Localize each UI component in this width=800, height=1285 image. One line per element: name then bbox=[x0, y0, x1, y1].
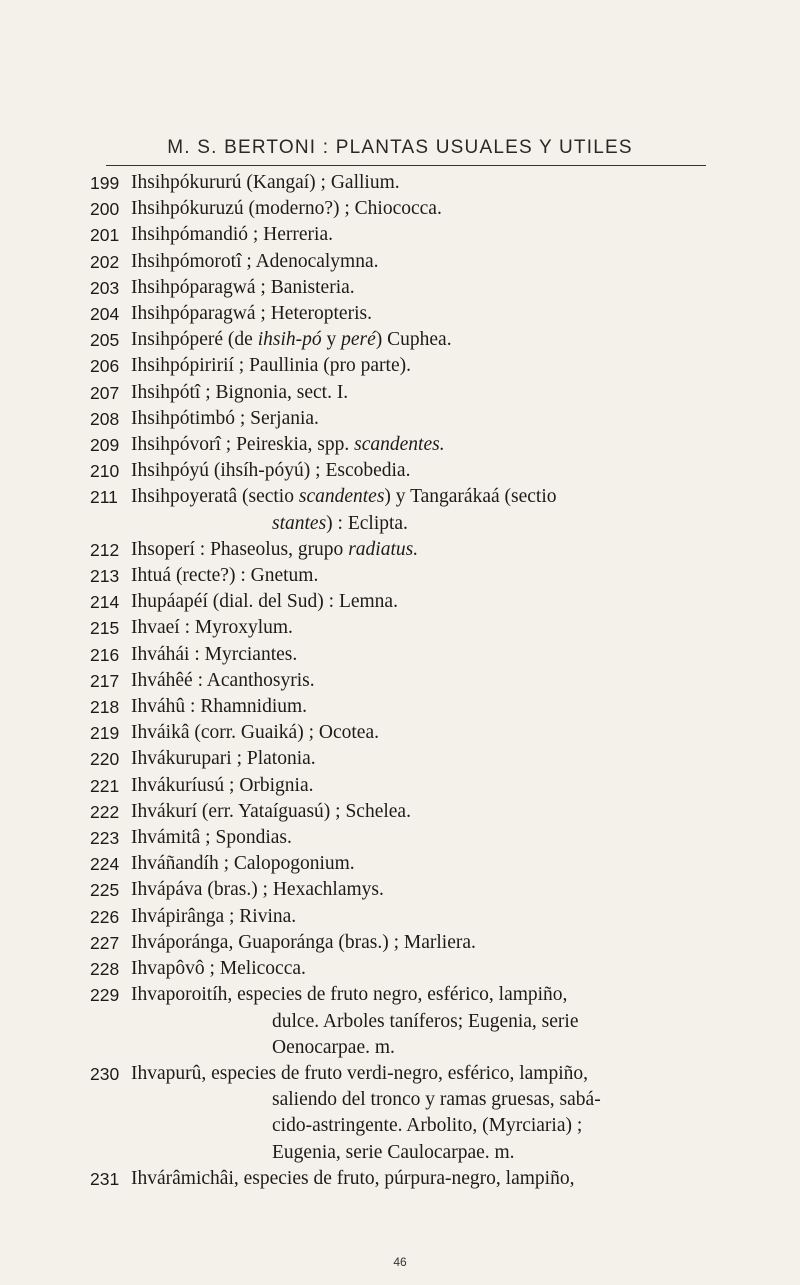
entry-text bbox=[131, 1061, 730, 1166]
entry-first-line bbox=[131, 196, 730, 222]
entry-207 bbox=[90, 380, 730, 406]
entry-text bbox=[131, 275, 730, 301]
entry-first-line bbox=[131, 275, 730, 301]
entry-list bbox=[90, 170, 730, 1192]
entry-first-line bbox=[131, 1166, 730, 1192]
entry-230 bbox=[90, 1061, 730, 1166]
entry-number: 215 bbox=[90, 618, 120, 639]
entry-number: 220 bbox=[90, 749, 120, 770]
entry-214 bbox=[90, 589, 730, 615]
entry-number: 221 bbox=[90, 775, 120, 796]
entry-204 bbox=[90, 301, 730, 327]
entry-first-line bbox=[131, 746, 730, 772]
entry-first-line bbox=[131, 851, 730, 877]
entry-text bbox=[131, 458, 730, 484]
entry-first-line bbox=[131, 170, 730, 196]
entry-number: 214 bbox=[90, 592, 120, 613]
entry-text bbox=[131, 589, 730, 615]
entry-continuation-line bbox=[131, 1035, 730, 1061]
entry-first-line bbox=[131, 563, 730, 589]
entry-continuation-line bbox=[131, 1009, 730, 1035]
entry-222 bbox=[90, 799, 730, 825]
entry-number: 228 bbox=[90, 959, 120, 980]
entry-231 bbox=[90, 1166, 730, 1192]
entry-first-line bbox=[131, 537, 730, 563]
entry-number: 213 bbox=[90, 566, 120, 587]
entry-228 bbox=[90, 956, 730, 982]
entry-220 bbox=[90, 746, 730, 772]
text-run: Ihváhái : Myrciantes. bbox=[131, 643, 298, 665]
entry-text bbox=[131, 196, 730, 222]
entry-first-line bbox=[131, 904, 730, 930]
entry-number: 212 bbox=[90, 539, 120, 560]
entry-first-line bbox=[131, 982, 730, 1008]
text-run: Oenocarpae. m. bbox=[272, 1036, 395, 1058]
text-run: Ihsoperí : Phaseolus, grupo bbox=[131, 538, 349, 560]
entry-number: 210 bbox=[90, 461, 120, 482]
entry-first-line bbox=[131, 589, 730, 615]
italic-term: scandentes. bbox=[354, 434, 445, 456]
text-run: Ihváhû : Rhamnidium. bbox=[131, 696, 308, 718]
entry-first-line bbox=[131, 484, 730, 510]
entry-first-line bbox=[131, 720, 730, 746]
text-run: Ihsihpókururú (Kangaí) ; Gallium. bbox=[131, 172, 400, 193]
entry-215 bbox=[90, 615, 730, 641]
entry-number: 229 bbox=[90, 985, 120, 1006]
text-run: Ihsihpoyeratâ (sectio bbox=[131, 486, 299, 508]
entry-first-line bbox=[131, 773, 730, 799]
text-run: Ihvaporoitíh, especies de fruto negro, esférico, lampiño, bbox=[131, 984, 568, 1006]
entry-text bbox=[131, 694, 730, 720]
entry-number: 202 bbox=[90, 251, 120, 272]
text-run: Ihsihpópiririí ; Paullinia (pro parte). bbox=[131, 355, 411, 377]
entry-221 bbox=[90, 773, 730, 799]
text-run: Ihsihpótî ; Bignonia, sect. I. bbox=[131, 381, 349, 403]
entry-205 bbox=[90, 327, 730, 353]
text-run: Ihváikâ (corr. Guaiká) ; Ocotea. bbox=[131, 722, 379, 744]
entry-text bbox=[131, 1166, 730, 1192]
entry-number: 230 bbox=[90, 1063, 120, 1084]
entry-first-line bbox=[131, 799, 730, 825]
text-run: Ihváñandíh ; Calopogonium. bbox=[131, 853, 355, 875]
entry-225 bbox=[90, 877, 730, 903]
text-run: Ihvámitâ ; Spondias. bbox=[131, 827, 292, 849]
text-run: cido-astringente. Arbolito, (Myrciaria) ; bbox=[272, 1115, 583, 1137]
entry-text bbox=[131, 327, 730, 353]
text-run: Ihvaeí : Myroxylum. bbox=[131, 617, 293, 639]
entry-218 bbox=[90, 694, 730, 720]
entry-223 bbox=[90, 825, 730, 851]
entry-number: 211 bbox=[90, 487, 118, 508]
entry-first-line bbox=[131, 249, 730, 275]
entry-number: 217 bbox=[90, 670, 120, 691]
text-run: Ihvákuríusú ; Orbignia. bbox=[131, 774, 314, 796]
entry-219 bbox=[90, 720, 730, 746]
entry-first-line bbox=[131, 825, 730, 851]
text-run: Eugenia, serie Caulocarpae. m. bbox=[272, 1141, 515, 1163]
entry-text bbox=[131, 170, 730, 196]
entry-first-line bbox=[131, 353, 730, 379]
entry-text bbox=[131, 380, 730, 406]
text-run: y bbox=[321, 329, 342, 351]
text-run: Ihvárâmichâi, especies de fruto, púrpura-negro, lampiño, bbox=[131, 1167, 575, 1189]
italic-term: stantes bbox=[272, 512, 327, 534]
entry-217 bbox=[90, 668, 730, 694]
entry-text bbox=[131, 563, 730, 589]
entry-number: 222 bbox=[90, 801, 120, 822]
entry-text bbox=[131, 773, 730, 799]
italic-term: peré bbox=[341, 329, 376, 351]
entry-first-line bbox=[131, 380, 730, 406]
entry-number: 205 bbox=[90, 330, 120, 351]
entry-202 bbox=[90, 249, 730, 275]
entry-number: 231 bbox=[90, 1168, 120, 1189]
entry-text bbox=[131, 642, 730, 668]
entry-number: 203 bbox=[90, 277, 120, 298]
entry-text bbox=[131, 432, 730, 458]
entry-text bbox=[131, 301, 730, 327]
entry-text bbox=[131, 668, 730, 694]
entry-first-line bbox=[131, 432, 730, 458]
entry-number: 204 bbox=[90, 304, 120, 325]
entry-209 bbox=[90, 432, 730, 458]
entry-216 bbox=[90, 642, 730, 668]
header-rule bbox=[106, 165, 706, 166]
entry-continuation-line bbox=[131, 1113, 730, 1139]
entry-first-line bbox=[131, 615, 730, 641]
text-run: Insihpóperé (de bbox=[131, 329, 258, 351]
entry-number: 199 bbox=[90, 173, 120, 193]
text-run: Ihvápáva (bras.) ; Hexachlamys. bbox=[131, 879, 384, 901]
italic-term: scandentes bbox=[298, 486, 385, 508]
text-run: Ihvápirânga ; Rivina. bbox=[131, 905, 297, 927]
entry-text bbox=[131, 877, 730, 903]
entry-number: 200 bbox=[90, 199, 120, 220]
entry-first-line bbox=[131, 642, 730, 668]
text-run: Ihsihpóyú (ihsíh-póyú) ; Escobedia. bbox=[131, 460, 411, 482]
entry-number: 216 bbox=[90, 644, 120, 665]
entry-continuation-line bbox=[131, 1140, 730, 1166]
text-run: Ihváhêé : Acanthosyris. bbox=[131, 669, 315, 691]
entry-224 bbox=[90, 851, 730, 877]
entry-first-line bbox=[131, 930, 730, 956]
entry-226 bbox=[90, 904, 730, 930]
entry-229 bbox=[90, 982, 730, 1061]
entry-number: 209 bbox=[90, 435, 120, 456]
text-run: Ihsihpókuruzú (moderno?) ; Chiococca. bbox=[131, 198, 442, 220]
entry-continuation-line bbox=[131, 511, 730, 537]
entry-number: 201 bbox=[90, 225, 120, 246]
entry-text bbox=[131, 406, 730, 432]
entry-text bbox=[131, 799, 730, 825]
entry-first-line bbox=[131, 327, 730, 353]
entry-number: 225 bbox=[90, 880, 120, 901]
entry-text bbox=[131, 537, 730, 563]
text-run: Ihvákurupari ; Platonia. bbox=[131, 748, 316, 770]
entry-text bbox=[131, 904, 730, 930]
entry-text bbox=[131, 851, 730, 877]
text-run: dulce. Arboles taníferos; Eugenia, serie bbox=[272, 1010, 579, 1032]
entry-text bbox=[131, 249, 730, 275]
entry-text bbox=[131, 484, 730, 536]
entry-text bbox=[131, 720, 730, 746]
text-run: ) : Eclipta. bbox=[326, 512, 408, 534]
italic-term: ihsih-pó bbox=[257, 329, 322, 351]
entry-212 bbox=[90, 537, 730, 563]
entry-number: 227 bbox=[90, 932, 120, 953]
text-run: Ihsihpóvorî ; Peireskia, spp. bbox=[131, 434, 355, 456]
entry-203 bbox=[90, 275, 730, 301]
entry-number: 218 bbox=[90, 697, 120, 718]
entry-text bbox=[131, 222, 730, 248]
entry-number: 208 bbox=[90, 408, 120, 429]
entry-first-line bbox=[131, 694, 730, 720]
entry-200 bbox=[90, 196, 730, 222]
entry-201 bbox=[90, 222, 730, 248]
entry-first-line bbox=[131, 668, 730, 694]
entry-text bbox=[131, 930, 730, 956]
entry-first-line bbox=[131, 222, 730, 248]
text-run: saliendo del tronco y ramas gruesas, sabá- bbox=[272, 1089, 601, 1111]
entry-text bbox=[131, 982, 730, 1061]
entry-first-line bbox=[131, 1061, 730, 1087]
page-number: 46 bbox=[393, 1255, 407, 1269]
text-run: Ihsihpóparagwá ; Heteropteris. bbox=[131, 303, 372, 325]
entry-number: 206 bbox=[90, 356, 120, 377]
text-run: Ihváporánga, Guaporánga (bras.) ; Marliera. bbox=[131, 931, 476, 953]
text-run: Ihsihpótimbó ; Serjania. bbox=[131, 407, 319, 429]
entry-number: 219 bbox=[90, 723, 120, 744]
text-run: Ihtuá (recte?) : Gnetum. bbox=[131, 565, 319, 587]
entry-first-line bbox=[131, 877, 730, 903]
entry-208 bbox=[90, 406, 730, 432]
entry-first-line bbox=[131, 956, 730, 982]
entry-number: 224 bbox=[90, 854, 120, 875]
text-run: Ihvapôvô ; Melicocca. bbox=[131, 958, 306, 980]
italic-term: radiatus. bbox=[348, 538, 419, 560]
entry-first-line bbox=[131, 458, 730, 484]
entry-227 bbox=[90, 930, 730, 956]
entry-number: 223 bbox=[90, 828, 120, 849]
text-run: Ihsihpóparagwá ; Banisteria. bbox=[131, 276, 355, 298]
entry-continuation-line bbox=[131, 1087, 730, 1113]
entry-text bbox=[131, 825, 730, 851]
running-header: M. S. BERTONI : PLANTAS USUALES Y UTILES bbox=[167, 137, 633, 158]
text-run: Ihupáapéí (dial. del Sud) : Lemna. bbox=[131, 591, 398, 613]
text-run: ) Cuphea. bbox=[375, 329, 452, 351]
entry-text bbox=[131, 956, 730, 982]
entry-text bbox=[131, 746, 730, 772]
entry-213 bbox=[90, 563, 730, 589]
entry-number: 207 bbox=[90, 382, 120, 403]
text-run: Ihvákurí (err. Yataíguasú) ; Schelea. bbox=[131, 800, 411, 822]
text-run: Ihsihpómorotî ; Adenocalymna. bbox=[131, 250, 379, 272]
entry-210 bbox=[90, 458, 730, 484]
text-run: ) y Tangarákaá (sectio bbox=[384, 486, 557, 508]
entry-first-line bbox=[131, 301, 730, 327]
entry-211 bbox=[90, 484, 730, 536]
entry-first-line bbox=[131, 406, 730, 432]
entry-text bbox=[131, 353, 730, 379]
text-run: Ihsihpómandió ; Herreria. bbox=[131, 224, 333, 246]
entry-text bbox=[131, 615, 730, 641]
entry-206 bbox=[90, 353, 730, 379]
entry-number: 226 bbox=[90, 906, 120, 927]
text-run: Ihvapurû, especies de fruto verdi-negro, esférico, lampiño, bbox=[131, 1062, 588, 1084]
entry-199 bbox=[90, 170, 730, 196]
